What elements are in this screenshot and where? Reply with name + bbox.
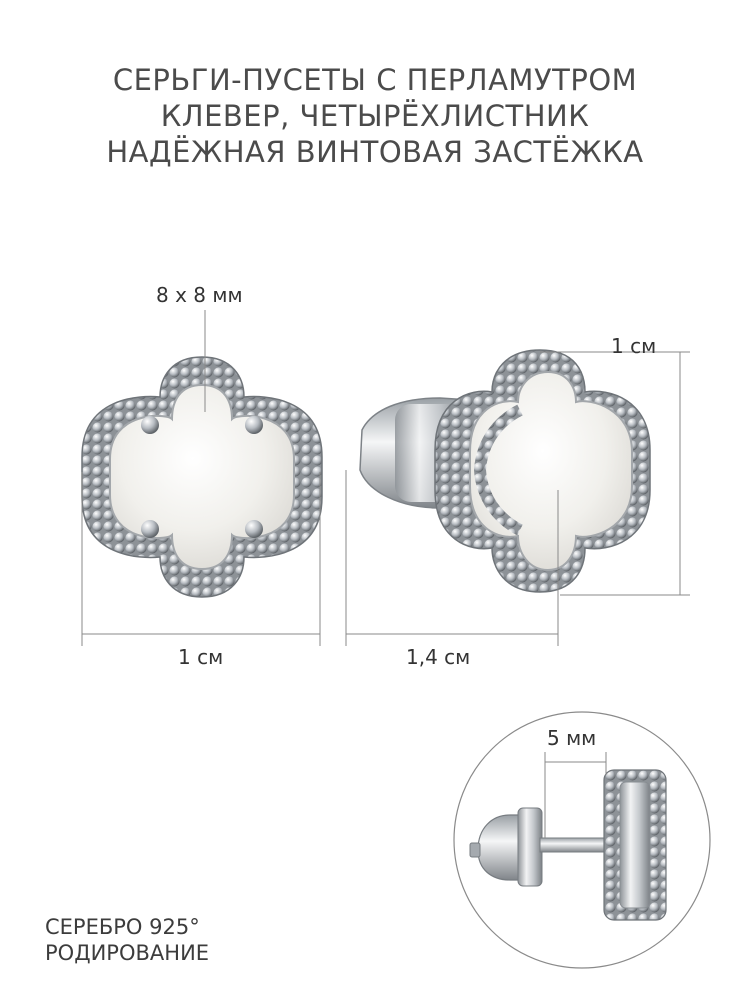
material-info [45, 914, 209, 966]
title-line-1: СЕРЬГИ-ПУСЕТЫ С ПЕРЛАМУТРОМ [112, 63, 638, 97]
front-earring [82, 357, 322, 597]
plating-label: РОДИРОВАНИЕ [45, 941, 210, 965]
side-earring [360, 350, 650, 592]
detail-circle [454, 712, 710, 968]
front-width-label: 1 см [178, 645, 224, 669]
metal-label: СЕРЕБРО 925° [45, 915, 200, 939]
title-line-3: НАДЁЖНАЯ ВИНТОВАЯ ЗАСТЁЖКА [106, 135, 644, 169]
post-length-label: 5 мм [547, 726, 597, 750]
side-width-label: 1,4 см [406, 645, 471, 669]
face-size-label: 8 х 8 мм [156, 283, 243, 307]
height-label: 1 см [611, 334, 657, 358]
title-line-2: КЛЕВЕР, ЧЕТЫРЁХЛИСТНИК [160, 99, 590, 133]
